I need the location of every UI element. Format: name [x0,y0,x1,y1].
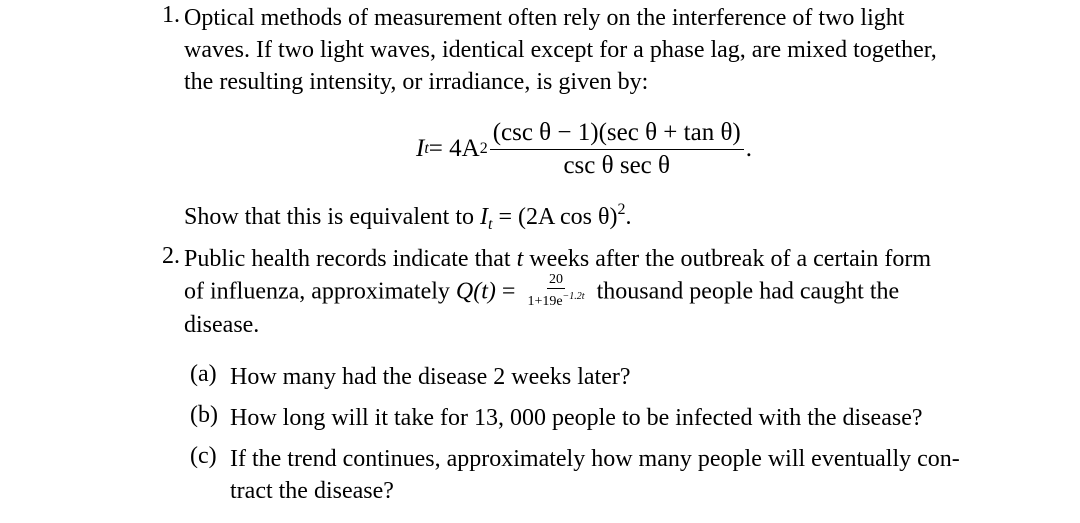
text-line: If the trend continues, approximately how many people will eventually con- [230,446,960,472]
eq-lhs-sub: t [424,140,429,157]
show-line [184,194,1016,241]
q-denominator-exponent: −1.2t [562,291,585,302]
problem-number: 2. [162,243,180,269]
q-function: Q(t) [455,278,496,305]
eq-exponent: 2 [479,140,488,157]
text-line: tract the disease? [230,478,394,504]
part-label: (b) [190,402,218,428]
part-text [230,443,1016,507]
eq-fraction [490,120,744,179]
text-line: waves. If two light waves, identical except for a phase lag, are mixed together, [184,37,937,63]
part-text: How many had the disease 2 weeks later? [230,364,631,390]
variable-t: t [516,246,524,272]
text-line [184,272,1016,309]
text-span: How long will it take for [230,405,474,431]
text-line: the resulting intensity, or irradiance, is given by: [184,69,649,95]
problem-2-text [184,243,1016,341]
text-span: Public health records indicate that [184,246,517,272]
show-text: Show that this is equivalent to [184,204,480,230]
infected-count: 13, 000 [473,405,546,431]
part-label: (c) [190,443,217,469]
q-numerator: 20 [549,272,563,287]
show-rhs: = (2A cos θ) [492,204,618,230]
part-text [230,402,1016,434]
problem-1-text [184,2,1016,98]
text-span: of influenza, approximately [184,278,456,305]
part-label: (a) [190,361,217,387]
eq-numerator: (csc θ − 1)(sec θ + tan θ) [490,120,744,150]
q-denominator-base: 1+19e [527,294,563,309]
q-equals: = [495,278,522,305]
show-period: . [625,204,632,230]
part-b [190,402,1016,434]
irradiance-equation [416,118,752,180]
part-c [190,443,1016,507]
text-span: weeks after the outbreak of a certain form [523,246,932,272]
q-denominator [525,289,586,309]
part-a [190,361,1016,393]
problem-2 [148,243,1016,341]
text-line: disease. [184,312,260,338]
eq-coefficient: = 4A [428,135,480,162]
eq-lhs: I [416,135,425,162]
show-lhs-sub: t [487,216,493,233]
q-fraction [525,273,586,309]
eq-denominator: csc θ sec θ [563,151,670,179]
problem-number: 1. [162,2,180,28]
text-span: thousand people had caught the [596,278,900,305]
eq-period: . [745,135,752,162]
show-exponent: 2 [617,201,626,218]
text-line: Optical methods of measurement often rely on the interference of two light [184,5,905,31]
show-lhs: I [479,204,488,230]
text-span: people to be infected with the disease? [545,405,923,431]
text-line [184,243,1016,275]
problem-1-show [148,194,1016,241]
problem-1 [148,2,1016,98]
